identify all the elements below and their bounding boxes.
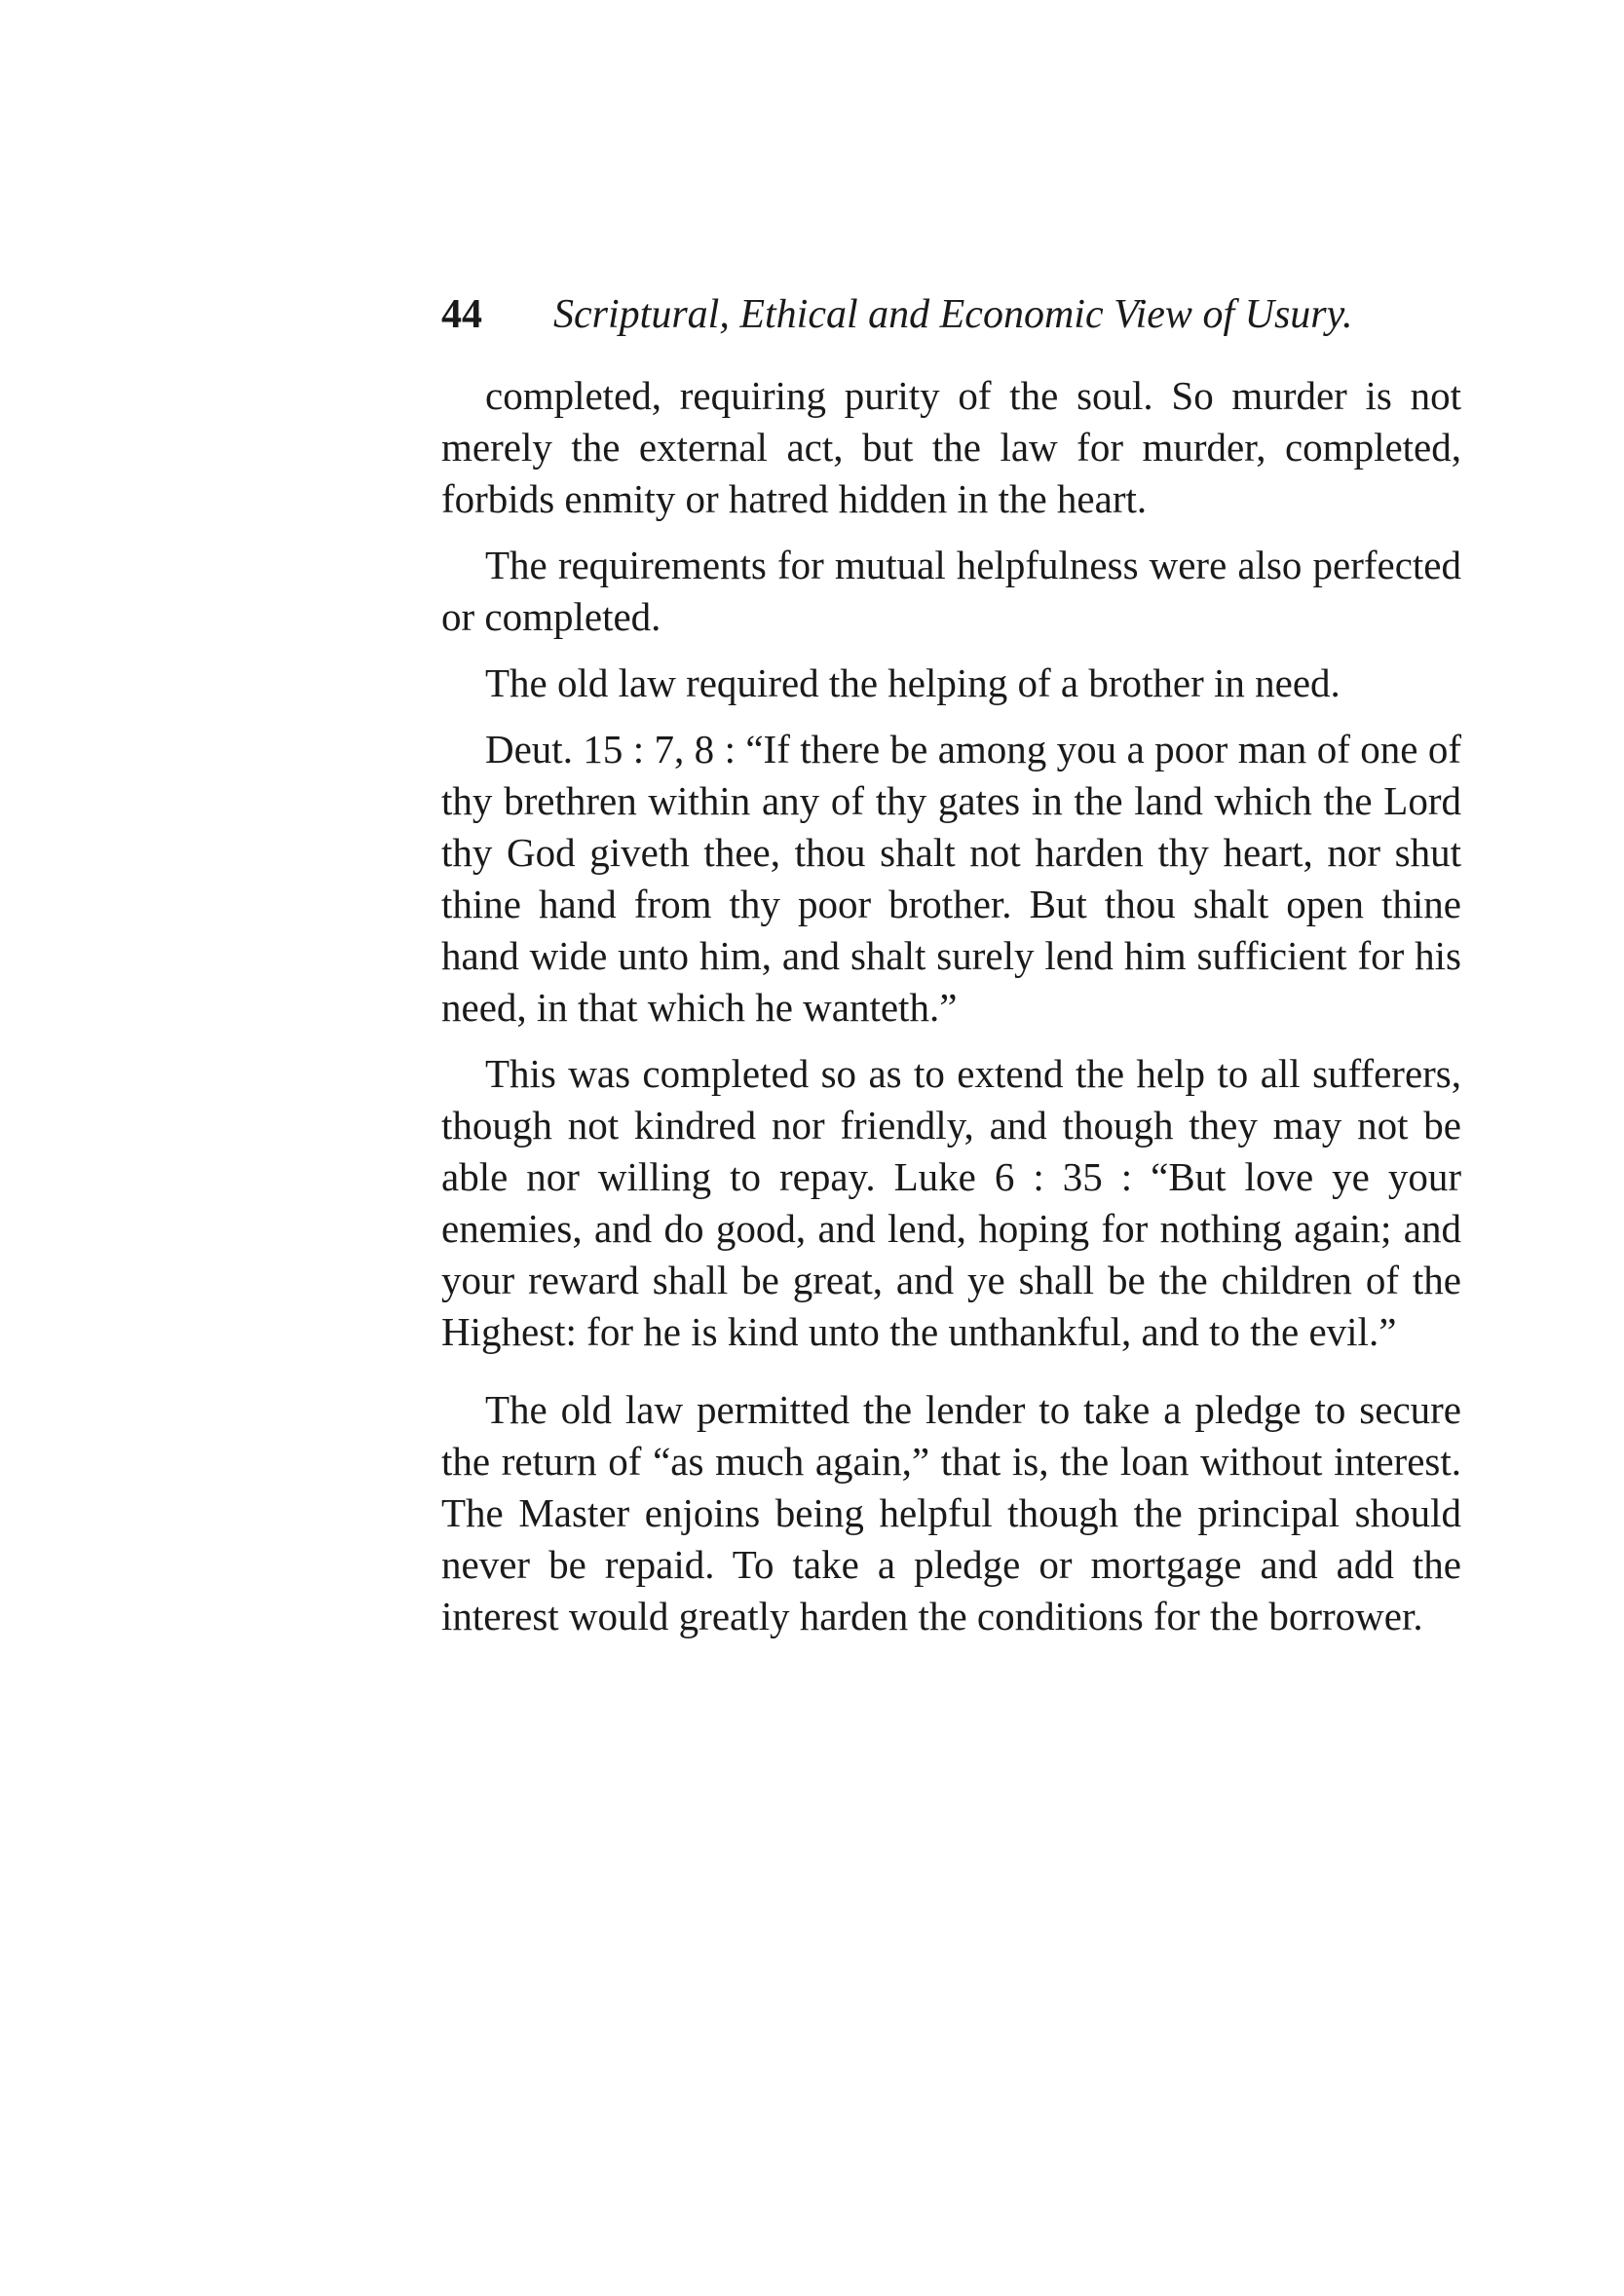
paragraph-pledge: The old law permitted the lender to take a pledge to secure the return of “as much again,” that is, the loan without interest. The Master enjoins being helpful though the principal should never be repaid. To take a pledge or mortgage and add the interest would greatly harden the conditions for the borrower. [441,1387,1461,1638]
page-number: 44 [441,292,482,337]
paragraph-deuteronomy-quote: Deut. 15 : 7, 8 : “If there be among you a poor man of one of thy brethren within any of thy gates in the land which the Lord thy God giveth thee, thou shalt not harden thy heart, nor shut thine hand from thy poor brother. But thou shalt open thine hand wide unto him, and shalt surely lend him sufficient for his need, in that which he wanteth.” [441,727,1461,1030]
running-head [441,288,1461,341]
paragraph-purity-of-soul: completed, requiring purity of the soul. So murder is not merely the external act, but the law for murder, completed, forbids enmity or hatred hidden in the heart. [441,373,1461,521]
paragraph-old-law-brother: The old law required the helping of a brother in need. [485,660,1341,705]
paragraph-mutual-helpfulness: The requirements for mutual helpfulness were also perfected or completed. [441,543,1461,639]
book-title: Scriptural, Ethical and Economic View of Usury. [553,292,1353,337]
page-text-block [441,288,1461,1657]
paragraph-luke-quote: This was completed so as to extend the help to all sufferers, though not kindred nor friendly, and though they may not be able nor willing to repay. Luke 6 : 35 : “But love ye your enemies, and do good, and lend, hoping for nothing again; and your reward shall be great, and ye shall be the children of the Highest: for he is kind unto the unthankful, and to the evil.” [441,1051,1461,1354]
